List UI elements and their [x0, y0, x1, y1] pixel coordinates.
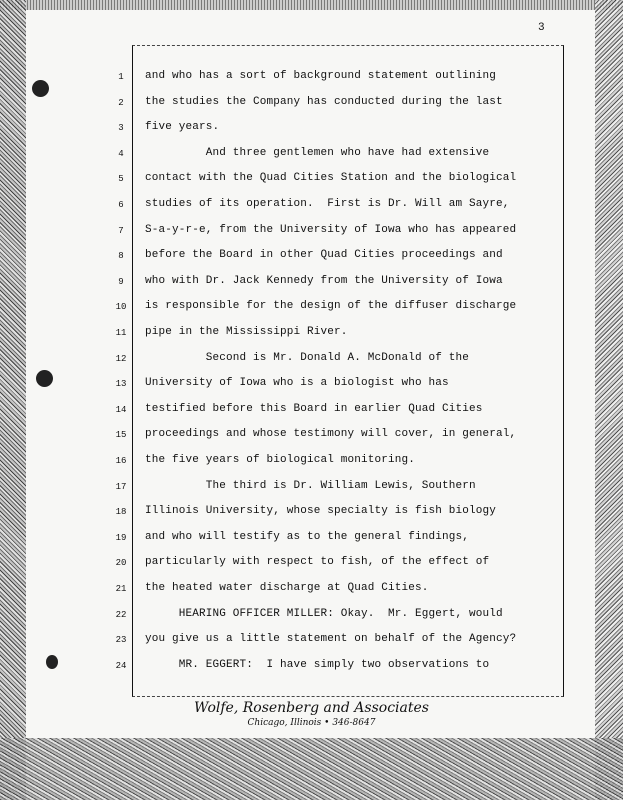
transcript-line: before the Board in other Quad Cities proceedings and	[145, 249, 503, 262]
transcript-line: MR. EGGERT: I have simply two observations to	[145, 658, 490, 671]
transcript-line: Illinois University, whose specialty is fish biology	[145, 505, 497, 518]
binder-hole-bottom	[46, 655, 58, 669]
line-number: 4	[118, 148, 124, 159]
line-number: 15	[115, 430, 127, 441]
transcript-line: five years.	[145, 121, 220, 134]
transcript-line: testified before this Board in earlier Quad Cities	[145, 402, 483, 415]
line-number: 5	[118, 174, 124, 185]
line-number: 16	[115, 456, 127, 466]
line-number: 9	[118, 276, 124, 287]
transcript-line: Second is Mr. Donald A. McDonald of the	[145, 351, 470, 364]
transcript-line: proceedings and whose testimony will cover, in general,	[145, 428, 517, 441]
line-number: 22	[115, 609, 127, 620]
transcript-line: studies of its operation. First is Dr. Will am Sayre,	[145, 198, 510, 210]
transcript-line: University of Iowa who is a biologist who has	[145, 377, 449, 390]
transcript-line: the studies the Company has conducted during the last	[145, 95, 503, 108]
transcript-line: contact with the Quad Cities Station and the biological	[145, 172, 517, 185]
court-reporter-firm: Wolfe, Rosenberg and Associates	[194, 700, 429, 716]
line-number: 8	[118, 251, 124, 262]
court-reporter-location: Chicago, Illinois • 346-8647	[247, 718, 376, 728]
line-number: 7	[118, 225, 124, 236]
scan-noise-bottom	[0, 738, 623, 800]
scan-noise-top	[0, 0, 623, 10]
line-number: 13	[115, 379, 127, 390]
transcript-line: you give us a little statement on behalf of the Agency?	[145, 633, 517, 646]
line-number: 6	[118, 200, 124, 210]
transcript-line: S-a-y-r-e, from the University of Iowa who has appeared	[145, 223, 517, 236]
transcript-line: who with Dr. Jack Kennedy from the University of Iowa	[145, 274, 503, 287]
line-number: 11	[115, 328, 127, 338]
line-number: 3	[118, 123, 124, 134]
binder-hole-middle	[36, 370, 53, 387]
line-number: 2	[118, 97, 124, 108]
scan-noise-left	[0, 0, 26, 800]
transcript-line: The third is Dr. William Lewis, Southern	[145, 479, 476, 492]
transcript-line: the five years of biological monitoring.	[145, 454, 416, 466]
line-number: 21	[115, 584, 127, 594]
transcript-line: particularly with respect to fish, of the effect of	[145, 556, 490, 569]
line-number: 12	[115, 353, 127, 364]
line-number: 19	[115, 532, 127, 543]
transcript-line: and who has a sort of background statement outlining	[145, 70, 497, 82]
transcript-frame	[132, 45, 564, 697]
transcript-line: and who will testify as to the general findings,	[145, 530, 470, 543]
page-number: 3	[538, 22, 545, 34]
binder-hole-top	[32, 80, 49, 97]
line-number: 17	[115, 481, 127, 492]
line-number: 23	[115, 635, 127, 646]
line-number: 18	[115, 507, 127, 518]
transcript-line: pipe in the Mississippi River.	[145, 326, 348, 338]
line-number: 20	[115, 558, 127, 569]
scan-noise-right	[595, 0, 623, 800]
transcript-line: the heated water discharge at Quad Cities.	[145, 582, 429, 594]
transcript-line: is responsible for the design of the diffuser discharge	[145, 300, 517, 313]
line-number: 14	[115, 404, 127, 415]
transcript-line: HEARING OFFICER MILLER: Okay. Mr. Eggert, would	[145, 607, 503, 620]
line-number: 10	[115, 302, 127, 313]
line-number: 1	[118, 72, 124, 82]
line-number: 24	[115, 660, 127, 671]
transcript-line: And three gentlemen who have had extensive	[145, 146, 490, 159]
